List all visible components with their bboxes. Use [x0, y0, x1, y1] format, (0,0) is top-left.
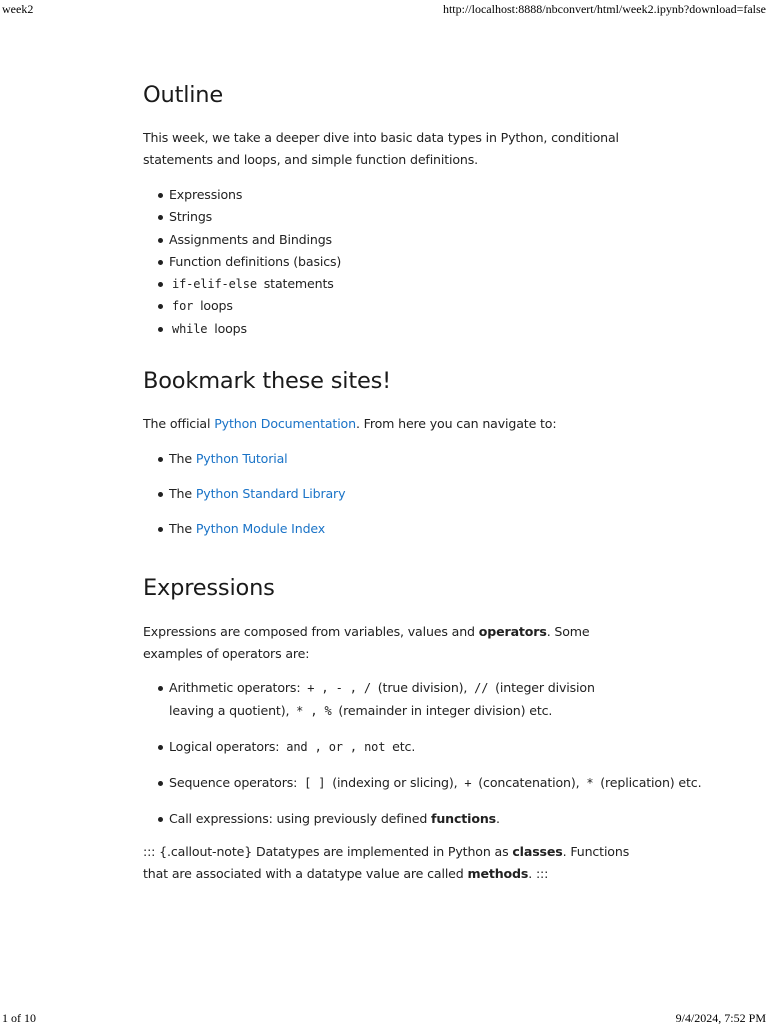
note-suffix: . ::: — [528, 865, 549, 881]
intro-prefix: The official — [143, 416, 215, 431]
python-module-index-link[interactable]: Python Module Index — [195, 521, 326, 536]
arithmetic-text: (integer division leaving a quotient), — [169, 680, 595, 718]
list-item — [143, 295, 688, 317]
bookmarks-list — [143, 448, 688, 553]
logical-label: Logical operators: — [169, 738, 284, 754]
operators-list — [143, 677, 702, 843]
inline-code: * — [586, 775, 594, 790]
print-page-title: week2 — [2, 2, 34, 16]
list-item — [143, 518, 688, 540]
inline-code: // — [474, 681, 489, 695]
list-item — [143, 483, 688, 505]
python-stdlib-link[interactable]: Python Standard Library — [195, 486, 346, 501]
list-item-prefix: The — [169, 486, 196, 501]
list-item-call — [143, 808, 633, 830]
page-counter: 1 of 10 — [2, 1011, 36, 1024]
list-item-text: Expressions — [169, 187, 243, 202]
intro-suffix: . From here you can navigate to: — [355, 416, 557, 431]
print-datetime: 9/4/2024, 7:52 PM — [675, 1011, 766, 1024]
list-item-text: Function definitions (basics) — [169, 253, 342, 269]
note-bold-methods: methods — [467, 865, 529, 881]
arithmetic-label: Arithmetic operators: — [169, 680, 305, 695]
inline-code: if-elif-else — [172, 277, 257, 292]
print-header — [0, 1, 768, 17]
list-item — [143, 184, 688, 206]
outline-intro: This week, we take a deeper dive into basic data types in Python, conditional statements and loops, and simple function definitions. — [143, 130, 619, 167]
sequence-text: (indexing or slicing), — [328, 774, 462, 790]
python-tutorial-link[interactable]: Python Tutorial — [195, 451, 288, 466]
sequence-label: Sequence operators: — [169, 774, 302, 790]
inline-code: * , % — [296, 703, 332, 718]
intro-prefix: Expressions are composed from variables, values and — [143, 624, 479, 639]
list-item-text: loops — [196, 298, 233, 314]
list-item — [143, 448, 688, 470]
list-item — [143, 273, 688, 295]
intro-suffix: . Some examples of operators are: — [143, 624, 590, 661]
list-item-text: Strings — [169, 209, 213, 225]
list-item-text: loops — [210, 320, 247, 336]
call-bold: functions — [431, 810, 497, 826]
bookmarks-heading: Bookmark these sites! — [143, 368, 391, 394]
expressions-heading: Expressions — [143, 575, 275, 601]
python-docs-link[interactable]: Python Documentation — [214, 416, 356, 431]
print-url: http://localhost:8888/nbconvert/html/week2.ipynb?download=false — [442, 2, 766, 16]
note-prefix: ::: {.callout-note} Datatypes are implemented in Python as — [143, 844, 513, 859]
inline-code: + , - , / — [307, 681, 371, 695]
bookmarks-intro — [143, 413, 688, 435]
list-item — [143, 251, 688, 273]
list-item-arithmetic — [143, 677, 633, 722]
intro-bold: operators — [478, 624, 547, 639]
list-item — [143, 229, 688, 251]
inline-code: while — [172, 321, 208, 336]
arithmetic-text: (true division), — [373, 680, 472, 695]
logical-text: etc. — [388, 738, 416, 754]
sequence-text: (replication) etc. — [596, 774, 702, 790]
sequence-text: (concatenation), — [474, 774, 584, 790]
inline-code: [ ] — [304, 775, 326, 790]
expressions-intro — [143, 621, 643, 664]
list-item-prefix: The — [169, 521, 196, 536]
call-label: Call expressions: using previously defined — [169, 810, 432, 826]
list-item-prefix: The — [169, 451, 196, 466]
arithmetic-text: (remainder in integer division) etc. — [334, 702, 553, 718]
note-mid: . Functions that are associated with a datatype value are called — [143, 844, 630, 881]
list-item — [143, 318, 688, 340]
inline-code: + — [464, 775, 472, 790]
inline-code: and , or , not — [286, 739, 386, 754]
list-item-sequence — [143, 772, 709, 795]
list-item-logical — [143, 736, 633, 759]
inline-code: for — [172, 299, 194, 314]
list-item — [143, 206, 688, 228]
list-item-text: Assignments and Bindings — [169, 231, 332, 247]
outline-list — [143, 184, 688, 340]
print-footer — [0, 1010, 768, 1024]
outline-heading: Outline — [143, 82, 223, 108]
callout-note — [143, 841, 643, 884]
note-bold-classes: classes — [512, 844, 563, 859]
call-suffix: . — [496, 810, 500, 826]
list-item-text: statements — [259, 276, 334, 292]
